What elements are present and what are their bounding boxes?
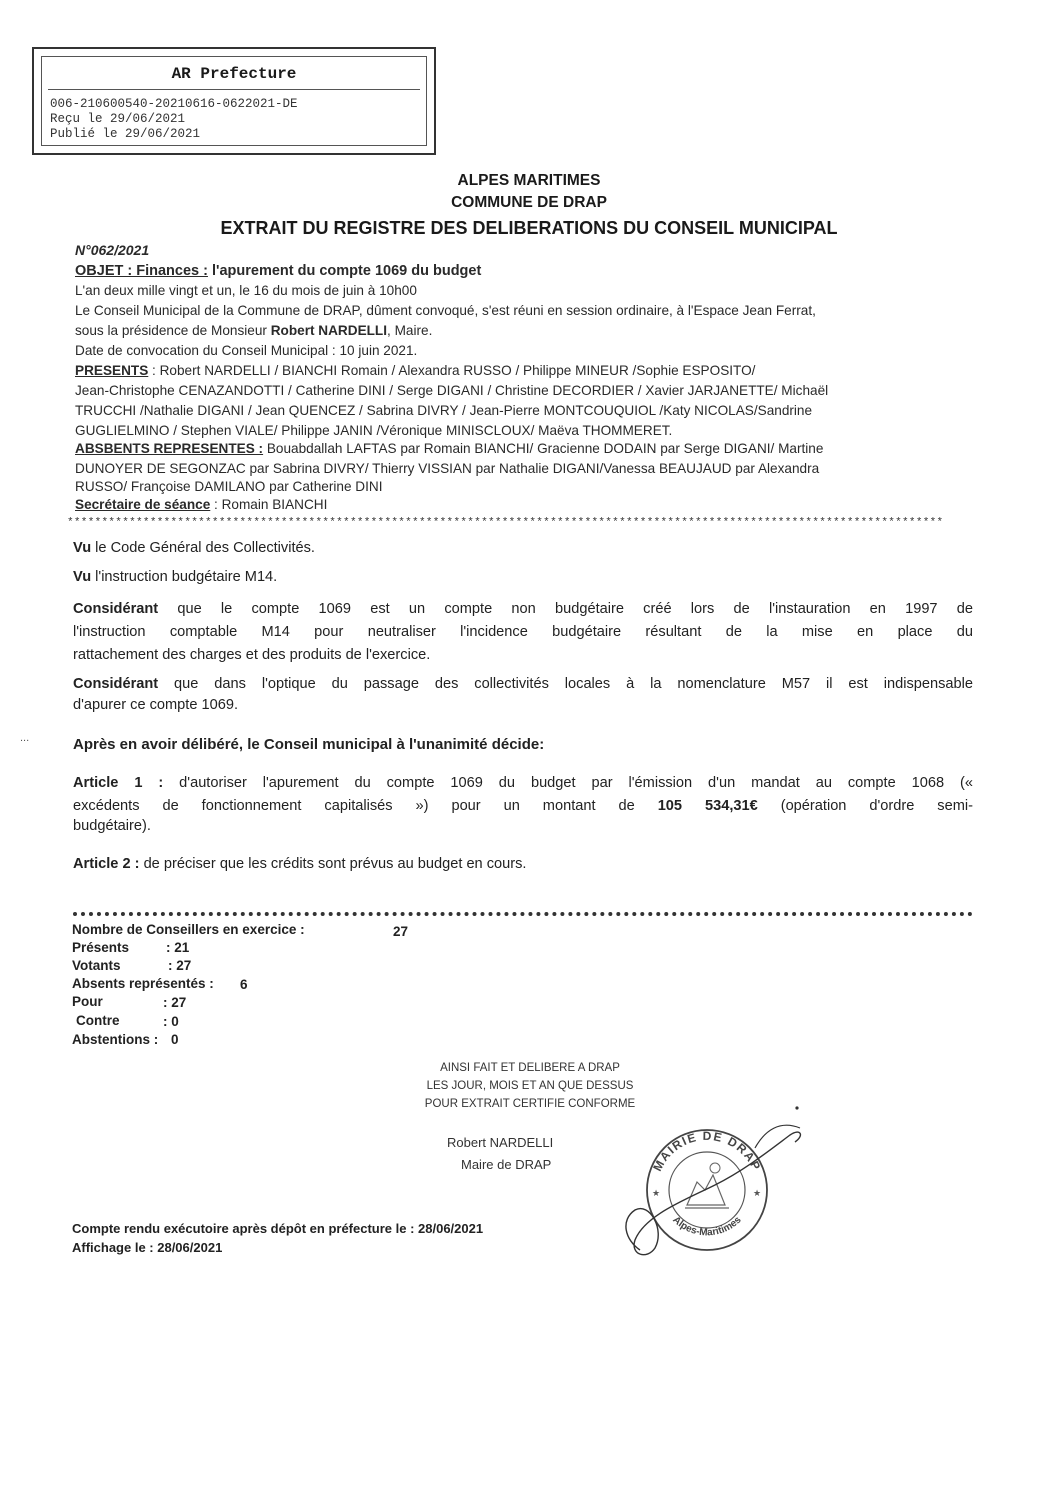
considerant-1-line-1 [73,601,973,617]
footer-affichage: Affichage le : 28/06/2021 [72,1240,223,1255]
deliberation-number: N°062/2021 [75,242,150,258]
objet-label: OBJET : Finances : [75,263,208,279]
closing-line-1: AINSI FAIT ET DELIBERE A DRAP [440,1062,620,1074]
stamp-inner-frame [41,56,427,146]
vu-instruction-m14 [73,569,277,585]
convocation-date: Date de convocation du Conseil Municipal : 10 juin 2021. [75,343,418,358]
vu-code-general [73,540,315,556]
closing-line-2: LES JOUR, MOIS ET AN QUE DESSUS [426,1080,634,1092]
count-pour-value: : 27 [163,995,187,1010]
absents-text-1: Bouabdallah LAFTAS par Romain BIANCHI/ Gracienne DODAIN par Serge DIGANI/ Martine [263,441,824,456]
count-votants-value: : 27 [168,958,192,973]
signer-title: Maire de DRAP [461,1157,552,1172]
count-presents-label: Présents [72,940,130,955]
absents-line-1 [75,441,823,456]
signer-name: Robert NARDELLI [447,1135,554,1150]
presents-line-4: GUGLIELMINO / Stephen VIALE/ Philippe JANIN /Véronique MINISCLOUX/ Maëva THOMMERET. [75,423,673,438]
count-contre-value: : 0 [163,1014,179,1029]
vu-text-1: le Code Général des Collectivités. [91,540,315,556]
mairie-seal-and-signature [605,1090,820,1265]
closing-line-3: POUR EXTRAIT CERTIFIE CONFORME [424,1098,636,1110]
considerant-label-1: Considérant [73,601,159,617]
presents-text-1: : Robert NARDELLI / BIANCHI Romain / Alexandra RUSSO / Philippe MINEUR /Sophie ESPOSITO/ [148,363,756,378]
article-1-line-2 [73,798,973,814]
presidency-suffix: , Maire. [387,323,433,338]
presents-line-1 [75,363,755,378]
counts-separator [73,912,973,921]
svg-text:★: ★ [753,1188,762,1198]
count-exercice-label: Nombre de Conseillers en exercice : [72,922,305,937]
session-convocation: Le Conseil Municipal de la Commune de DRAP, dûment convoqué, s'est réuni en session ordinaire, à l'Espace Jean Ferrat, [75,303,816,318]
count-abstentions-value: 0 [171,1032,179,1047]
count-presents-value: : 21 [166,940,190,955]
separator-stars: ******************************************************************************************************************************* [67,517,944,529]
document-title: EXTRAIT DU REGISTRE DES DELIBERATIONS DU CONSEIL MUNICIPAL [220,218,838,238]
absents-line-2: DUNOYER DE SEGONZAC par Sabrina DIVRY/ Thierry VISSIAN par Nathalie DIGANI/Vanessa BEAUJAUD par Alexandra [75,461,820,476]
stamp-title: AR Prefecture [171,65,297,83]
stamp-divider [48,89,420,90]
count-votants-label: Votants [72,958,121,973]
considerant-2-text-1: que dans l'optique du passage des collectivités locales à la nomenclature M57 il est indispensable [158,676,973,692]
count-abstentions-label: Abstentions : [72,1032,159,1047]
seal-top-text: MAIRIE DE DRAP [650,1128,764,1174]
department-heading: ALPES MARITIMES [457,172,601,189]
footer-executoire: Compte rendu exécutoire après dépôt en préfecture le : 28/06/2021 [72,1221,484,1236]
absents-line-3: RUSSO/ Françoise DAMILANO par Catherine DINI [75,479,383,494]
secretaire-text: : Romain BIANCHI [210,497,328,512]
article-1-line-1 [73,775,973,791]
considerant-1-line-3: rattachement des charges et des produits de l'exercice. [73,647,431,663]
considerant-2-line-1 [73,676,973,692]
objet-line [75,263,481,279]
vu-label-1: Vu [73,540,92,556]
considerant-1-text-1: que le compte 1069 est un compte non budgétaire créé lors de l'instauration en 1997 de [158,601,973,617]
seal-bottom-text: Alpes-Maritimes [670,1214,744,1239]
count-absents-value: 6 [240,977,248,992]
vu-text-2: l'instruction budgétaire M14. [91,569,278,585]
ar-prefecture-stamp [32,47,436,155]
session-presidency [75,323,432,338]
presents-label: PRESENTS [75,363,149,378]
svg-text:★: ★ [652,1188,661,1198]
objet-text: l'apurement du compte 1069 du budget [207,263,482,279]
stamp-reference: 006-210600540-20210616-0622021-DE [50,97,298,111]
count-contre-label: Contre [76,1013,120,1028]
considerant-1-line-2: l'instruction comptable M14 pour neutraliser l'incidence budgétaire résultant de la mise en place du [73,624,973,640]
article-1-label: Article 1 : [73,775,164,791]
decision-line: Après en avoir délibéré, le Conseil municipal à l'unanimité décide: [73,736,545,753]
article-2-label: Article 2 : [73,856,140,872]
article-1-text-1: d'autoriser l'apurement du compte 1069 du budget par l'émission d'un mandat au compte 1068 (« [163,775,973,791]
count-pour-label: Pour [72,994,103,1009]
secretaire-line [75,497,327,512]
article-1-amount: 105 534,31€ [657,798,758,814]
stamp-received-date: Reçu le 29/06/2021 [50,112,186,126]
article-2-line [73,856,526,872]
presents-line-3: TRUCCHI /Nathalie DIGANI / Jean QUENCEZ / Sabrina DIVRY / Jean-Pierre MONTCOUQUIOL /Katy NICOLAS/Sandrine [75,403,813,418]
considerant-2-line-2: d'apurer ce compte 1069. [73,697,239,713]
mayor-name: Robert NARDELLI [270,323,388,338]
count-exercice-value: 27 [393,924,409,939]
presidency-text: sous la présidence de Monsieur [75,323,271,338]
article-1-text-2a: excédents de fonctionnement capitalisés ») pour un montant de [73,798,658,814]
article-2-text: de préciser que les crédits sont prévus au budget en cours. [139,856,527,872]
stamp-published-date: Publié le 29/06/2021 [50,127,201,141]
presents-line-2: Jean-Christophe CENAZANDOTTI / Catherine DINI / Serge DIGANI / Christine DECORDIER / Xavier JARJANETTE/ Michaël [75,383,829,398]
svg-text:Alpes-Maritimes [670,1214,744,1238]
commune-heading: COMMUNE DE DRAP [451,194,607,211]
article-1-line-3: budgétaire). [73,818,151,834]
session-date: L'an deux mille vingt et un, le 16 du mois de juin à 10h00 [75,283,417,298]
secretaire-label: Secrétaire de séance [75,497,211,512]
count-absents-label: Absents représentés : [72,976,214,991]
margin-mark: ... [20,732,30,744]
considerant-label-2: Considérant [73,676,159,692]
vu-label-2: Vu [73,569,92,585]
article-1-text-2b: (opération d'ordre semi- [757,798,973,814]
absents-label: ABSBENTS REPRESENTES : [75,441,264,456]
